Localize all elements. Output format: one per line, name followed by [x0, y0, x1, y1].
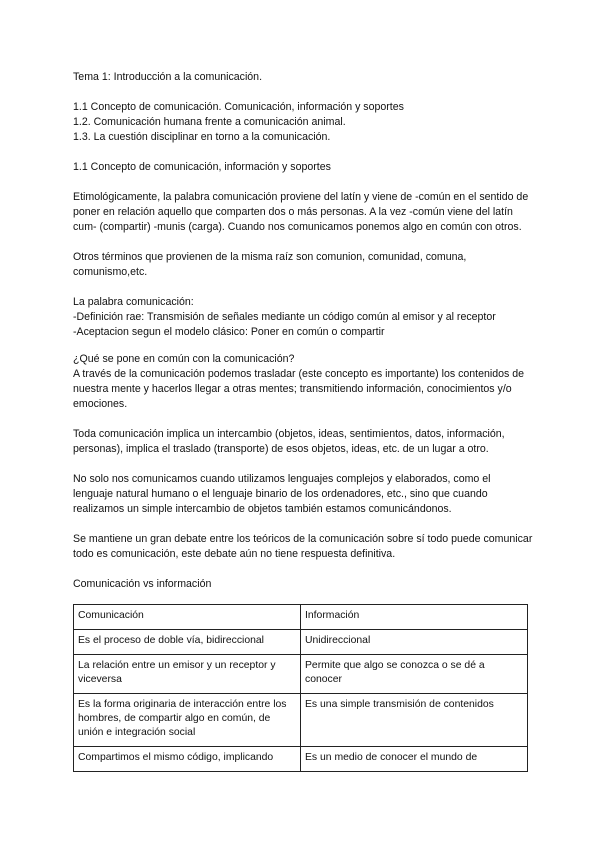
- table-cell: Es la forma originaria de interacción entre los hombres, de compartir algo en común, de unión e integración social: [74, 694, 301, 747]
- paragraph-def-classic: -Aceptacion segun el modelo clásico: Poner en común o compartir: [73, 326, 385, 338]
- paragraph-etymology: Etimológicamente, la palabra comunicación proviene del latín y viene de -común en el sentido de poner en relación aquello que comparten dos o más personas. A la vez -común viene del latín cum- (compartir) -munis (carga). Cuando nos comunicamos ponemos algo en común con otros.: [73, 191, 529, 233]
- index-item-2: 1.2. Comunicación humana frente a comunicación animal.: [73, 116, 346, 128]
- document-body: [73, 70, 533, 772]
- index-item-1: 1.1 Concepto de comunicación. Comunicación, información y soportes: [73, 101, 404, 113]
- comparison-table: [73, 604, 528, 772]
- document-title: Tema 1: Introducción a la comunicación.: [73, 71, 263, 83]
- paragraph-debate: Se mantiene un gran debate entre los teóricos de la comunicación sobre sí todo puede comunicar todo es comunicación, este debate aún no tiene respuesta definitiva.: [73, 533, 533, 560]
- table-cell: Compartimos el mismo código, implicando: [74, 747, 301, 772]
- table-cell: La relación entre un emisor y un receptor y viceversa: [74, 655, 301, 694]
- paragraph-answer: A través de la comunicación podemos trasladar (este concepto es importante) los contenidos de nuestra mente y hacerlos llegar a otras mentes; transmitiendo información, conocimientos y/o emociones.: [73, 368, 525, 410]
- table-cell: Unidireccional: [301, 630, 528, 655]
- table-header-row: [74, 605, 528, 630]
- paragraph-complex-languages: No solo nos comunicamos cuando utilizamos lenguajes complejos y elaborados, como el lenguaje natural humano o el lenguaje binario de los ordenadores, etc., sino que cuando realizamos un simple intercambio de objetos también estamos comunicándonos.: [73, 473, 491, 515]
- table-row: [74, 655, 528, 694]
- table-header-cell: Información: [301, 605, 528, 630]
- paragraph-question: ¿Qué se pone en común con la comunicación?: [73, 353, 295, 365]
- paragraph-other-terms: Otros términos que provienen de la misma raíz son comunion, comunidad, comuna, comunismo,etc.: [73, 251, 467, 278]
- table-cell: Es un medio de conocer el mundo de: [301, 747, 528, 772]
- table-row: [74, 747, 528, 772]
- paragraph-def-rae: -Definición rae: Transmisión de señales mediante un código común al emisor y al receptor: [73, 311, 496, 323]
- paragraph-exchange: Toda comunicación implica un intercambio (objetos, ideas, sentimientos, datos, información, personas), implica el traslado (transporte) de esos objetos, ideas, etc. de un lugar a otro.: [73, 428, 505, 455]
- comparison-heading: Comunicación vs información: [73, 578, 212, 590]
- table-row: [74, 694, 528, 747]
- table-cell: Es el proceso de doble vía, bidireccional: [74, 630, 301, 655]
- table-row: [74, 630, 528, 655]
- index-item-3: 1.3. La cuestión disciplinar en torno a la comunicación.: [73, 131, 331, 143]
- table-header-cell: Comunicación: [74, 605, 301, 630]
- paragraph-word-intro: La palabra comunicación:: [73, 296, 194, 308]
- section-heading: 1.1 Concepto de comunicación, información y soportes: [73, 161, 331, 173]
- table-cell: Es una simple transmisión de contenidos: [301, 694, 528, 747]
- table-cell: Permite que algo se conozca o se dé a conocer: [301, 655, 528, 694]
